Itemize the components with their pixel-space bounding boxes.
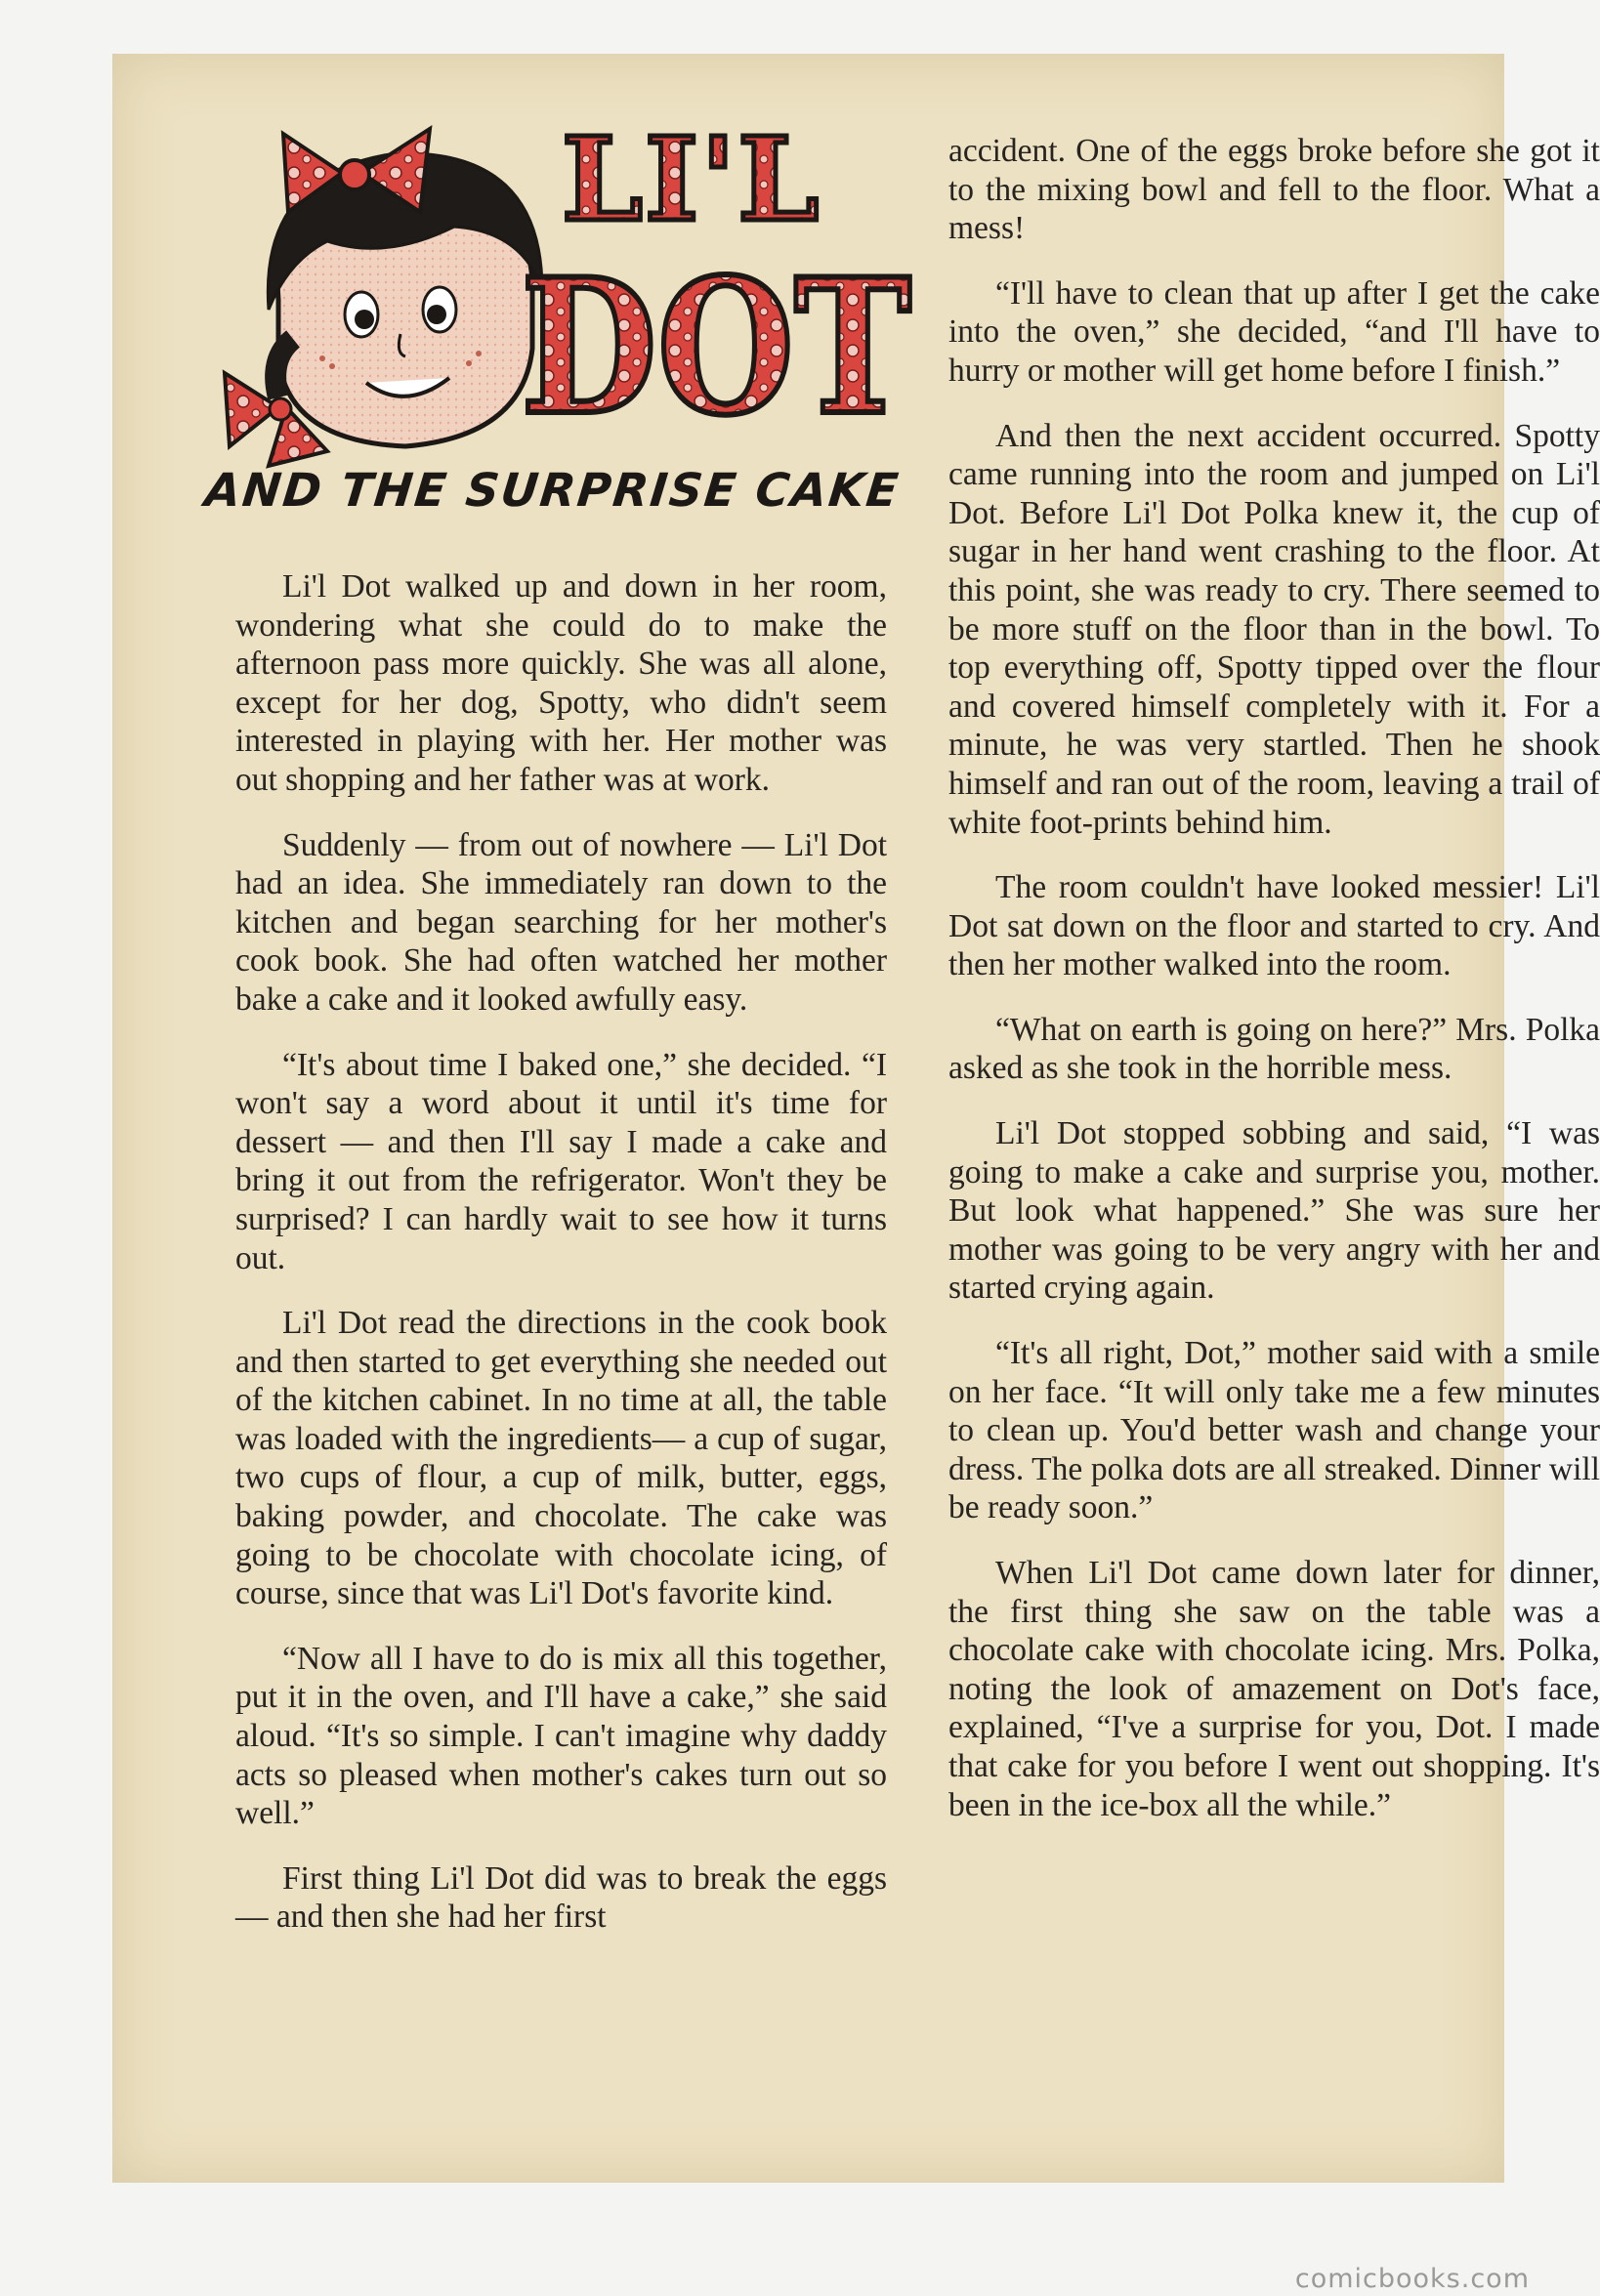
site-watermark: comicbooks.com	[1294, 2264, 1530, 2294]
story-paragraph: And then the next accident occurred. Spotty came running into the room and jumped on Li'l Dot. Before Li'l Dot Polka knew it, the cup of sugar in her hand went crashing to the floor. At this point, she was ready to cry. There seemed to be more stuff on the floor than in the bowl. To top everything off, Spotty tipped over the flour and covered himself completely with it. For a minute, he was very startled. Then he shook himself and ran out of the room, leaving a trail of white foot-prints behind him.	[948, 417, 1600, 841]
logo-dot: DOT	[521, 238, 911, 456]
girl-illustration	[225, 129, 542, 466]
story-paragraph: Li'l Dot walked up and down in her room, wondering what she could do to make the afternoon pass more quickly. She was all alone, except for her dog, Spotty, who didn't seem interested in playing with her. Her mother was out shopping and her father was at work.	[235, 568, 887, 798]
comic-page	[112, 54, 1600, 2183]
story-paragraph: When Li'l Dot came down later for dinner, the first thing she saw on the table was a chocolate cake with chocolate icing. Mrs. Polka, noting the look of amazement on Dot's face, explained, “I've a surprise for you, Dot. I made that cake for you before I went out shopping. It's been in the ice-box all the while.”	[948, 1555, 1600, 1823]
story-right-column	[948, 132, 1600, 1851]
story-paragraph: Li'l Dot read the directions in the cook book and then started to get everything she needed out of the kitchen cabinet. In no time at all, the table was loaded with the ingredients— a cup of sugar, two cups of flour, a cup of milk, butter, eggs, baking powder, and chocolate. The cake was going to be chocolate with chocolate icing, of course, since that was Li'l Dot's favorite kind.	[235, 1305, 887, 1612]
story-left-column	[235, 567, 887, 1963]
logo-lil: LI'L	[562, 111, 821, 247]
story-paragraph: “It's all right, Dot,” mother said with a smile on her face. “It will only take me a few minutes to clean up. You'd better wash and change your dress. The polka dots are all streaked. Dinner will be ready soon.”	[948, 1335, 1600, 1526]
story-paragraph: “I'll have to clean that up after I get the cake into the oven,” she decided, “and I'll have to hurry or mother will get home before I finish.”	[948, 274, 1600, 389]
story-paragraph: Li'l Dot stopped sobbing and said, “I was going to make a cake and surprise you, mother. But look what happened.” She was sure her mother was going to be very angry with her and started crying again.	[948, 1115, 1600, 1307]
story-paragraph: The room couldn't have looked messier! Li'l Dot sat down on the floor and started to cry. And then her mother walked into the room.	[948, 869, 1600, 983]
story-paragraph: “It's about time I baked one,” she decided. “I won't say a word about it until it's time for dessert — and then I'll say I made a cake and bring it out from the refrigerator. Won't they be surprised? I can hardly wait to see how it turns out.	[235, 1046, 887, 1276]
story-paragraph: First thing Li'l Dot did was to break the eggs — and then she had her first	[235, 1859, 887, 1936]
story-paragraph: Suddenly — from out of nowhere — Li'l Dot had an idea. She immediately ran down to the kitchen and began searching for her mother's cook book. She had often watched her mother bake a cake and it looked awfully easy.	[235, 826, 887, 1018]
lil-dot-logo	[210, 111, 923, 495]
story-paragraph-continued: accident. One of the eggs broke before she got it to the mixing bowl and fell to the floor. What a mess!	[948, 133, 1600, 247]
story-subtitle: AND THE SURPRISE CAKE	[202, 464, 903, 518]
story-paragraph: “What on earth is going on here?” Mrs. Polka asked as she took in the horrible mess.	[948, 1011, 1600, 1087]
story-paragraph: “Now all I have to do is mix all this together, put it in the oven, and I'll have a cake,” she said aloud. “It's so simple. I can't imagine why daddy acts so pleased when mother's cakes turn out so well.”	[235, 1640, 887, 1832]
